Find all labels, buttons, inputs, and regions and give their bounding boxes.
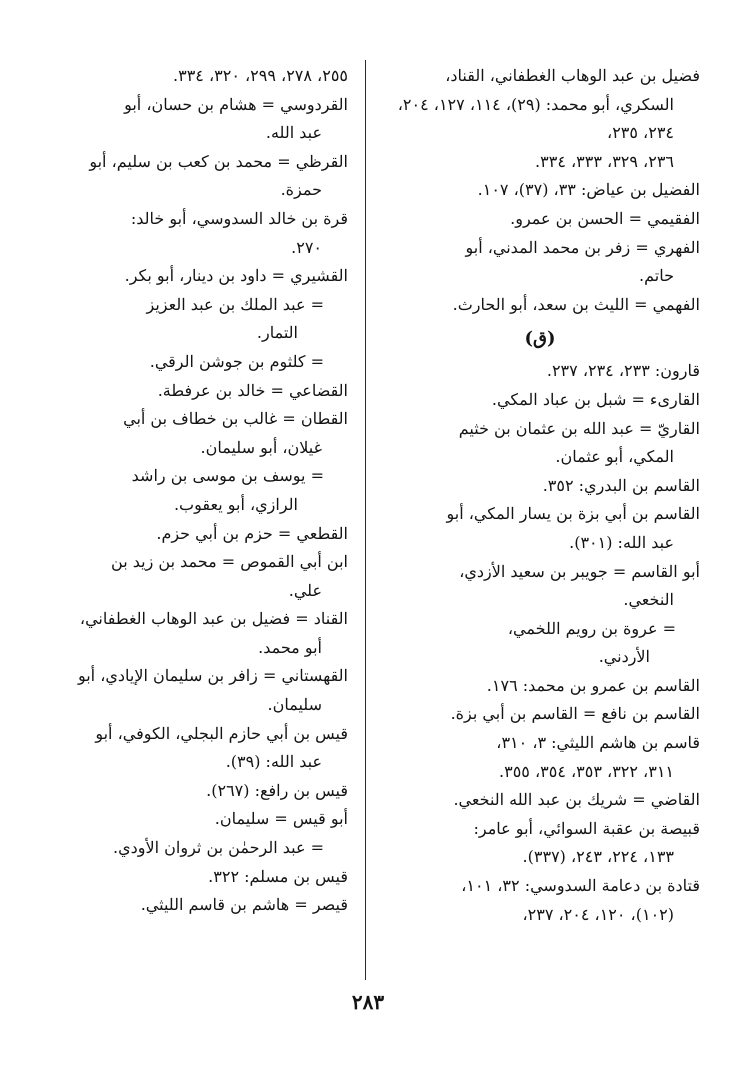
entry-continuation-line: عبد الله: (٣٠١).: [569, 532, 674, 552]
entry-line: القشيري = داود بن دينار، أبو بكر.: [124, 266, 348, 286]
entry-line: الفقيمي = الحسن بن عمرو.: [510, 208, 700, 228]
entry-line: الفهري = زفر بن محمد المدني، أبو: [465, 237, 700, 257]
entry-line: القاضي = شريك بن عبد الله النخعي.: [453, 790, 700, 810]
entry-line: = عبد الرحمٰن بن ثروان الأودي.: [113, 838, 324, 858]
entry-line: قبيصة بن عقبة السوائي، أبو عامر:: [473, 818, 700, 838]
index-subentry: [62, 291, 348, 348]
index-subentry: [380, 615, 700, 672]
index-entry: [62, 720, 348, 777]
entry-line: قيس بن أبي حازم البجلي، الكوفي، أبو: [95, 723, 348, 743]
entry-line: قيصر = هاشم بن قاسم الليثي.: [140, 895, 348, 915]
index-entry: [62, 777, 348, 806]
entry-continuation-line: التمار.: [256, 323, 298, 343]
entry-continuation-line: ٣١١، ٣٢٢، ٣٥٣، ٣٥٤، ٣٥٥.: [499, 761, 674, 781]
index-entry: [380, 415, 700, 472]
entry-continuation-line: غيلان، أبو سليمان.: [200, 437, 322, 457]
index-entry: [62, 548, 348, 605]
entry-continuation-line: أبو محمد.: [258, 637, 322, 657]
index-entry: [380, 700, 700, 729]
index-entry: [380, 815, 700, 872]
index-entry: [62, 377, 348, 406]
index-entry: [380, 62, 700, 176]
entry-line: قاسم بن هاشم الليثي: ٣، ٣١٠،: [496, 733, 700, 753]
index-entry: [380, 672, 700, 701]
entry-line: القاسم بن نافع = القاسم بن أبي بزة.: [450, 704, 700, 724]
left-entries: [62, 62, 348, 920]
entry-continuation-line: عبد الله: (٣٩).: [225, 752, 322, 772]
index-entry: [380, 558, 700, 615]
column-divider: [365, 60, 366, 980]
entry-line: القناد = فضيل بن عبد الوهاب الغطفاني،: [79, 609, 348, 629]
entry-line: = كلثوم بن جوشن الرقي.: [149, 351, 324, 371]
index-entry: [62, 520, 348, 549]
section-heading-qaf: (ق): [524, 328, 556, 350]
entry-line: الفضيل بن عياض: ٣٣، (٣٧)، ١٠٧.: [477, 180, 700, 200]
entry-line: القضاعي = خالد بن عرفطة.: [157, 380, 348, 400]
entry-continuation-line: الأردني.: [598, 647, 650, 667]
index-entry: [380, 472, 700, 501]
index-entry: [62, 605, 348, 662]
entry-line: فضيل بن عبد الوهاب الغطفاني، القناد،: [445, 66, 700, 85]
entry-line: القاسم بن عمرو بن محمد: ١٧٦.: [486, 675, 700, 695]
entry-continuation-line: السكري، أبو محمد: (٢٩)، ١١٤، ١٢٧، ٢٠٤، ٢٣٤، ٢٣٥،: [397, 94, 674, 143]
entry-continuation-line: علي.: [288, 580, 322, 600]
entry-line: القطان = غالب بن خطاف بن أبي: [123, 409, 348, 429]
index-entry: [380, 205, 700, 234]
right-column: [380, 62, 700, 929]
entry-line: القهستاني = زافر بن سليمان الإيادي، أبو: [77, 666, 348, 686]
entry-continuation-line: ٢٧٠.: [291, 237, 322, 257]
index-entry: [380, 872, 700, 929]
index-entry: [380, 500, 700, 557]
right-entries-after-heading: [380, 357, 700, 929]
index-entry: [380, 386, 700, 415]
index-entry: [62, 891, 348, 920]
index-entry: [62, 863, 348, 892]
index-entry: [380, 786, 700, 815]
index-entry: [62, 148, 348, 205]
entry-line: القاريّ = عبد الله بن عثمان بن خثيم: [458, 418, 700, 438]
entry-continuation-line: المكي، أبو عثمان.: [555, 447, 674, 467]
entry-line: = عبد الملك بن عبد العزيز: [146, 294, 324, 314]
index-subentry: [62, 834, 348, 863]
entry-line: قارون: ٢٣٣، ٢٣٤، ٢٣٧.: [546, 361, 700, 381]
entry-continuation-line: حاتم.: [639, 266, 674, 286]
entry-line: القردوسي = هشام بن حسان، أبو: [124, 94, 348, 114]
entry-line: قيس بن رافع: (٢٦٧).: [206, 780, 348, 800]
entry-continuation-line: ٢٣٦، ٣٢٩، ٣٣٣، ٣٣٤.: [535, 151, 674, 171]
entry-line: القطعي = حزم بن أبي حزم.: [156, 523, 348, 543]
index-entry: [62, 262, 348, 291]
index-subentry: [62, 462, 348, 519]
index-entry: [380, 729, 700, 786]
entry-continuation-line: حمزة.: [280, 180, 322, 200]
entry-line: القاسم بن البدري: ٣٥٢.: [542, 475, 700, 495]
entry-continuation-line: الرازي، أبو يعقوب.: [173, 494, 298, 514]
index-entry: [62, 805, 348, 834]
index-entry: [62, 205, 348, 262]
entry-continuation-line: سليمان.: [267, 695, 322, 715]
index-entry: [62, 91, 348, 148]
entry-continuation-line: عبد الله.: [265, 123, 322, 143]
entry-line: القرظي = محمد بن كعب بن سليم، أبو: [89, 151, 348, 171]
entry-line: = يوسف بن موسى بن راشد: [131, 466, 324, 486]
entry-continuation-line: (١٠٢)، ١٢٠، ٢٠٤، ٢٣٧،: [522, 904, 674, 924]
entry-line: ٢٥٥، ٢٧٨، ٢٩٩، ٣٢٠، ٣٣٤.: [173, 66, 348, 85]
entry-line: أبو قيس = سليمان.: [214, 809, 348, 829]
index-entry: [380, 357, 700, 386]
index-entry: [380, 291, 700, 320]
entry-line: ابن أبي القموص = محمد بن زيد بن: [111, 552, 348, 572]
entry-line: قتادة بن دعامة السدوسي: ٣٢، ١٠١،: [461, 876, 700, 896]
entry-line: الفهمي = الليث بن سعد، أبو الحارث.: [452, 294, 700, 314]
index-entry: [380, 234, 700, 291]
entry-continuation-line: ١٣٣، ٢٢٤، ٢٤٣، (٣٣٧).: [522, 847, 674, 867]
entry-line: أبو القاسم = جويبر بن سعيد الأزدي،: [459, 561, 700, 581]
right-entries-before-heading: [380, 62, 700, 319]
page-number: ٢٨٣: [351, 990, 385, 1014]
index-entry: [62, 405, 348, 462]
index-entry: [380, 176, 700, 205]
index-subentry: [62, 348, 348, 377]
entry-line: = عروة بن رويم اللخمي،: [507, 618, 676, 638]
entry-line: قرة بن خالد السدوسي، أبو خالد:: [130, 208, 348, 228]
entry-line: القاسم بن أبي بزة بن يسار المكي، أبو: [446, 504, 700, 524]
entry-line: القارىء = شبل بن عباد المكي.: [491, 389, 700, 409]
index-entry: [62, 662, 348, 719]
index-entry: [62, 62, 348, 91]
left-column: [62, 62, 348, 920]
entry-continuation-line: النخعي.: [623, 590, 674, 610]
entry-line: قيس بن مسلم: ٣٢٢.: [208, 866, 348, 886]
